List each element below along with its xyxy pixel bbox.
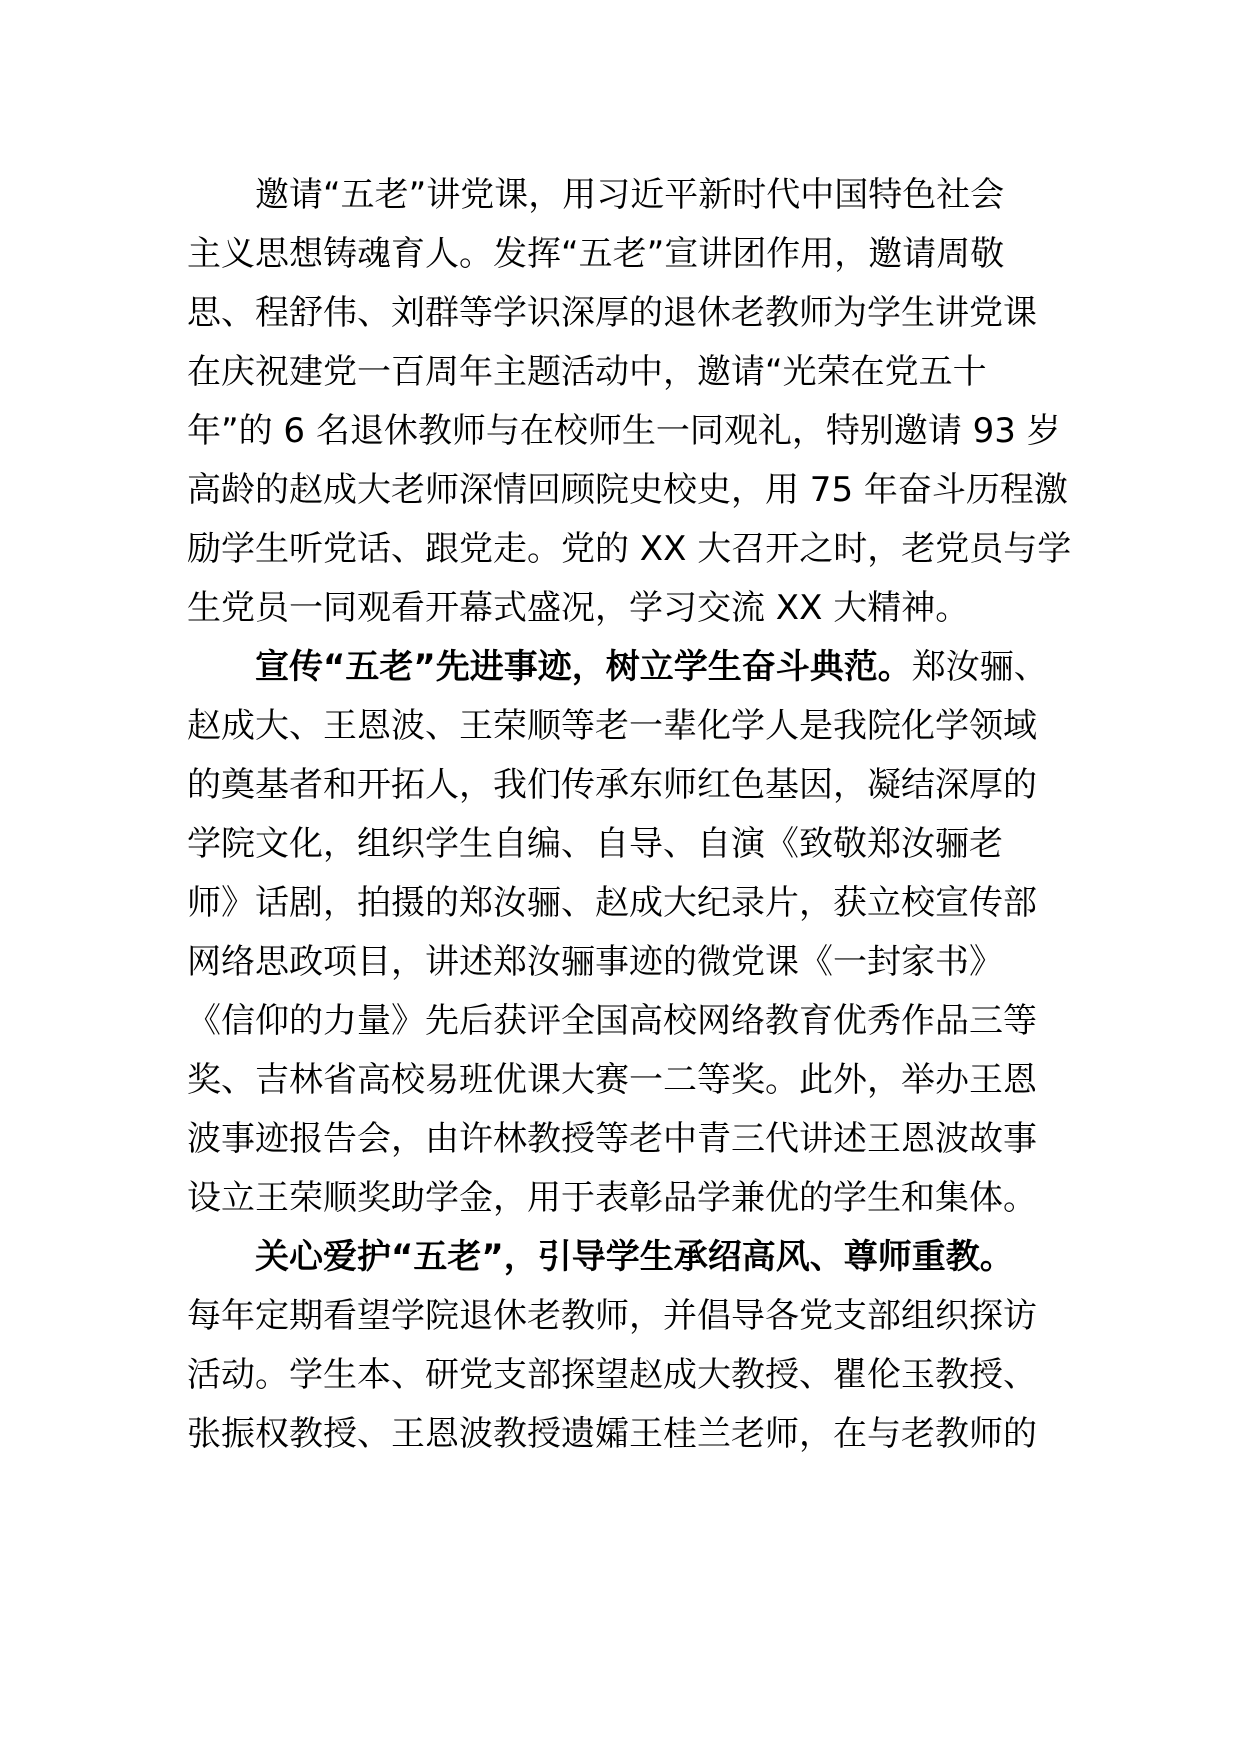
paragraph-1-line-8: 生党员一同观看开幕式盛况，学习交流 XX 大精神。 — [187, 588, 970, 628]
paragraph-1-line-7: 励学生听党话、跟党走。党的 XX 大召开之时，老党员与学 — [187, 529, 1072, 569]
paragraph-1-line-3: 思、程舒伟、刘群等学识深厚的退休老教师为学生讲党课 — [187, 293, 1037, 333]
paragraph-2-line-2: 赵成大、王恩波、王荣顺等老一辈化学人是我院化学领域 — [187, 706, 1037, 746]
paragraph-1-line-1: 邀请“五老”讲党课，用习近平新时代中国特色社会 — [255, 175, 1005, 215]
paragraph-2-line-6: 网络思政项目，讲述郑汝骊事迹的微党课《一封家书》 — [187, 942, 1003, 982]
paragraph-1-line-5: 年”的 6 名退休教师与在校师生一同观礼，特别邀请 93 岁 — [187, 411, 1061, 451]
paragraph-2-line-1 — [187, 634, 1048, 700]
paragraph-1-line-6: 高龄的赵成大老师深情回顾院史校史，用 75 年奋斗历程激 — [187, 470, 1068, 510]
paragraph-3-line-1: 每年定期看望学院退休老教师，并倡导各党支部组织探访 — [187, 1296, 1037, 1336]
paragraph-2-line-5: 师》话剧，拍摄的郑汝骊、赵成大纪录片，获立校宣传部 — [187, 883, 1037, 923]
paragraph-2-line-8: 奖、吉林省高校易班优课大赛一二等奖。此外，举办王恩 — [187, 1060, 1037, 1100]
paragraph-2-line-1-text: 郑汝骊、 — [911, 647, 1048, 687]
paragraph-2-line-9: 波事迹报告会，由许林教授等老中青三代讲述王恩波故事 — [187, 1119, 1037, 1159]
paragraph-2-heading: 宣传“五老”先进事迹，树立学生奋斗典范。 — [255, 647, 912, 687]
paragraph-2-line-10: 设立王荣顺奖助学金，用于表彰品学兼优的学生和集体。 — [187, 1178, 1037, 1218]
paragraph-2-line-3: 的奠基者和开拓人，我们传承东师红色基因，凝结深厚的 — [187, 765, 1037, 805]
paragraph-1-line-4: 在庆祝建党一百周年主题活动中，邀请“光荣在党五十 — [187, 352, 987, 392]
paragraph-3-line-3: 张振权教授、王恩波教授遗孀王桂兰老师，在与老教师的 — [187, 1414, 1037, 1454]
paragraph-2-line-7: 《信仰的力量》先后获评全国高校网络教育优秀作品三等 — [187, 1001, 1037, 1041]
paragraph-2-line-4: 学院文化，组织学生自编、自导、自演《致敬郑汝骊老 — [187, 824, 1003, 864]
paragraph-3-line-2: 活动。学生本、研党支部探望赵成大教授、瞿伦玉教授、 — [187, 1355, 1037, 1395]
paragraph-1-line-2: 主义思想铸魂育人。发挥“五老”宣讲团作用，邀请周敬 — [187, 234, 1005, 274]
paragraph-3-heading: 关心爱护“五老”，引导学生承绍高风、尊师重教。 — [255, 1237, 1014, 1277]
